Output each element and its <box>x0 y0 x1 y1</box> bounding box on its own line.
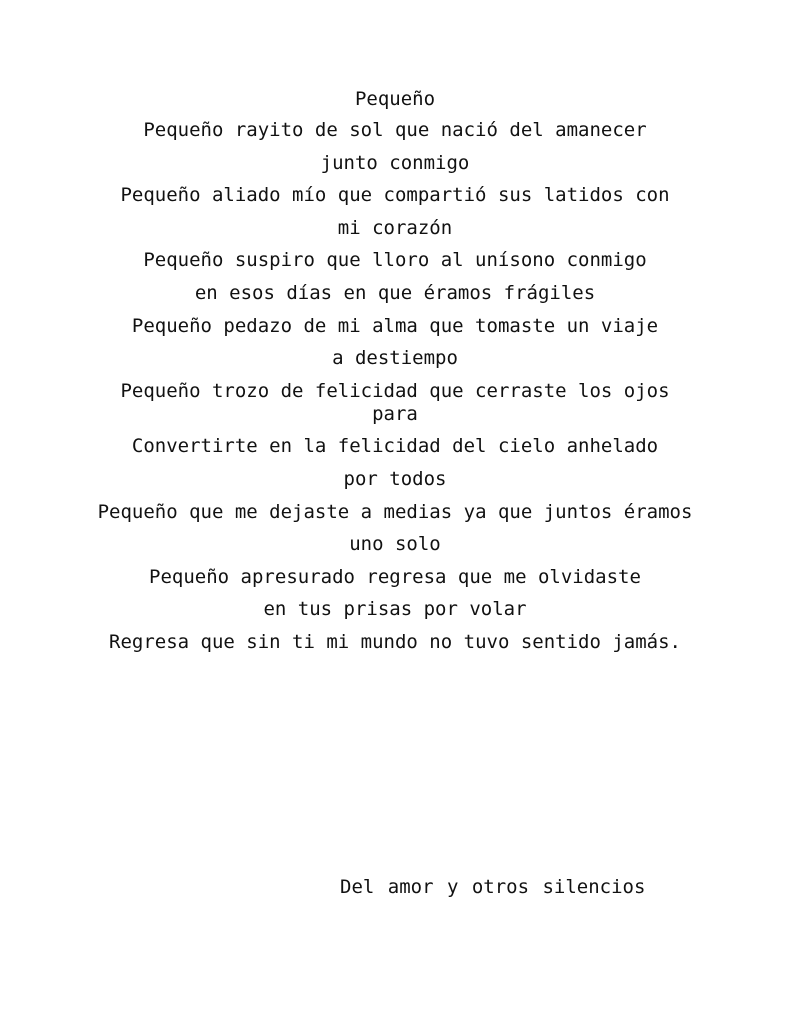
poem-line: Pequeño que me dejaste a medias ya que juntos éramos <box>97 500 693 523</box>
poem-body <box>95 88 695 664</box>
poem-line: en esos días en que éramos frágiles <box>194 281 596 304</box>
poem-line: Pequeño apresurado regresa que me olvidaste <box>149 565 641 588</box>
poem-line: uno solo <box>349 533 441 556</box>
poem-line: a destiempo <box>332 347 458 370</box>
poem-line: Convertirte en la felicidad del cielo anhelado <box>131 435 659 458</box>
poem-line: Pequeño trozo de felicidad que cerraste los ojos para <box>120 379 670 425</box>
poem-line: mi corazón <box>337 216 453 239</box>
poem-signature: Del amor y otros silencios <box>340 876 646 898</box>
poem-line: junto conmigo <box>320 151 470 174</box>
poem-line: Regresa que sin ti mi mundo no tuvo sentido jamás. <box>109 630 681 653</box>
poem-line: Pequeño rayito de sol que nació del amanecer <box>143 119 647 141</box>
poem-line: Pequeño aliado mío que compartió sus latidos con <box>120 184 670 207</box>
poem-line: Pequeño pedazo de mi alma que tomaste un viaje <box>131 314 659 337</box>
poem-line: en tus prisas por volar <box>263 598 527 621</box>
poem-line: Pequeño suspiro que lloro al unísono conmigo <box>143 249 647 272</box>
poem-title: Pequeño <box>354 88 436 110</box>
poem-line: por todos <box>343 467 447 490</box>
